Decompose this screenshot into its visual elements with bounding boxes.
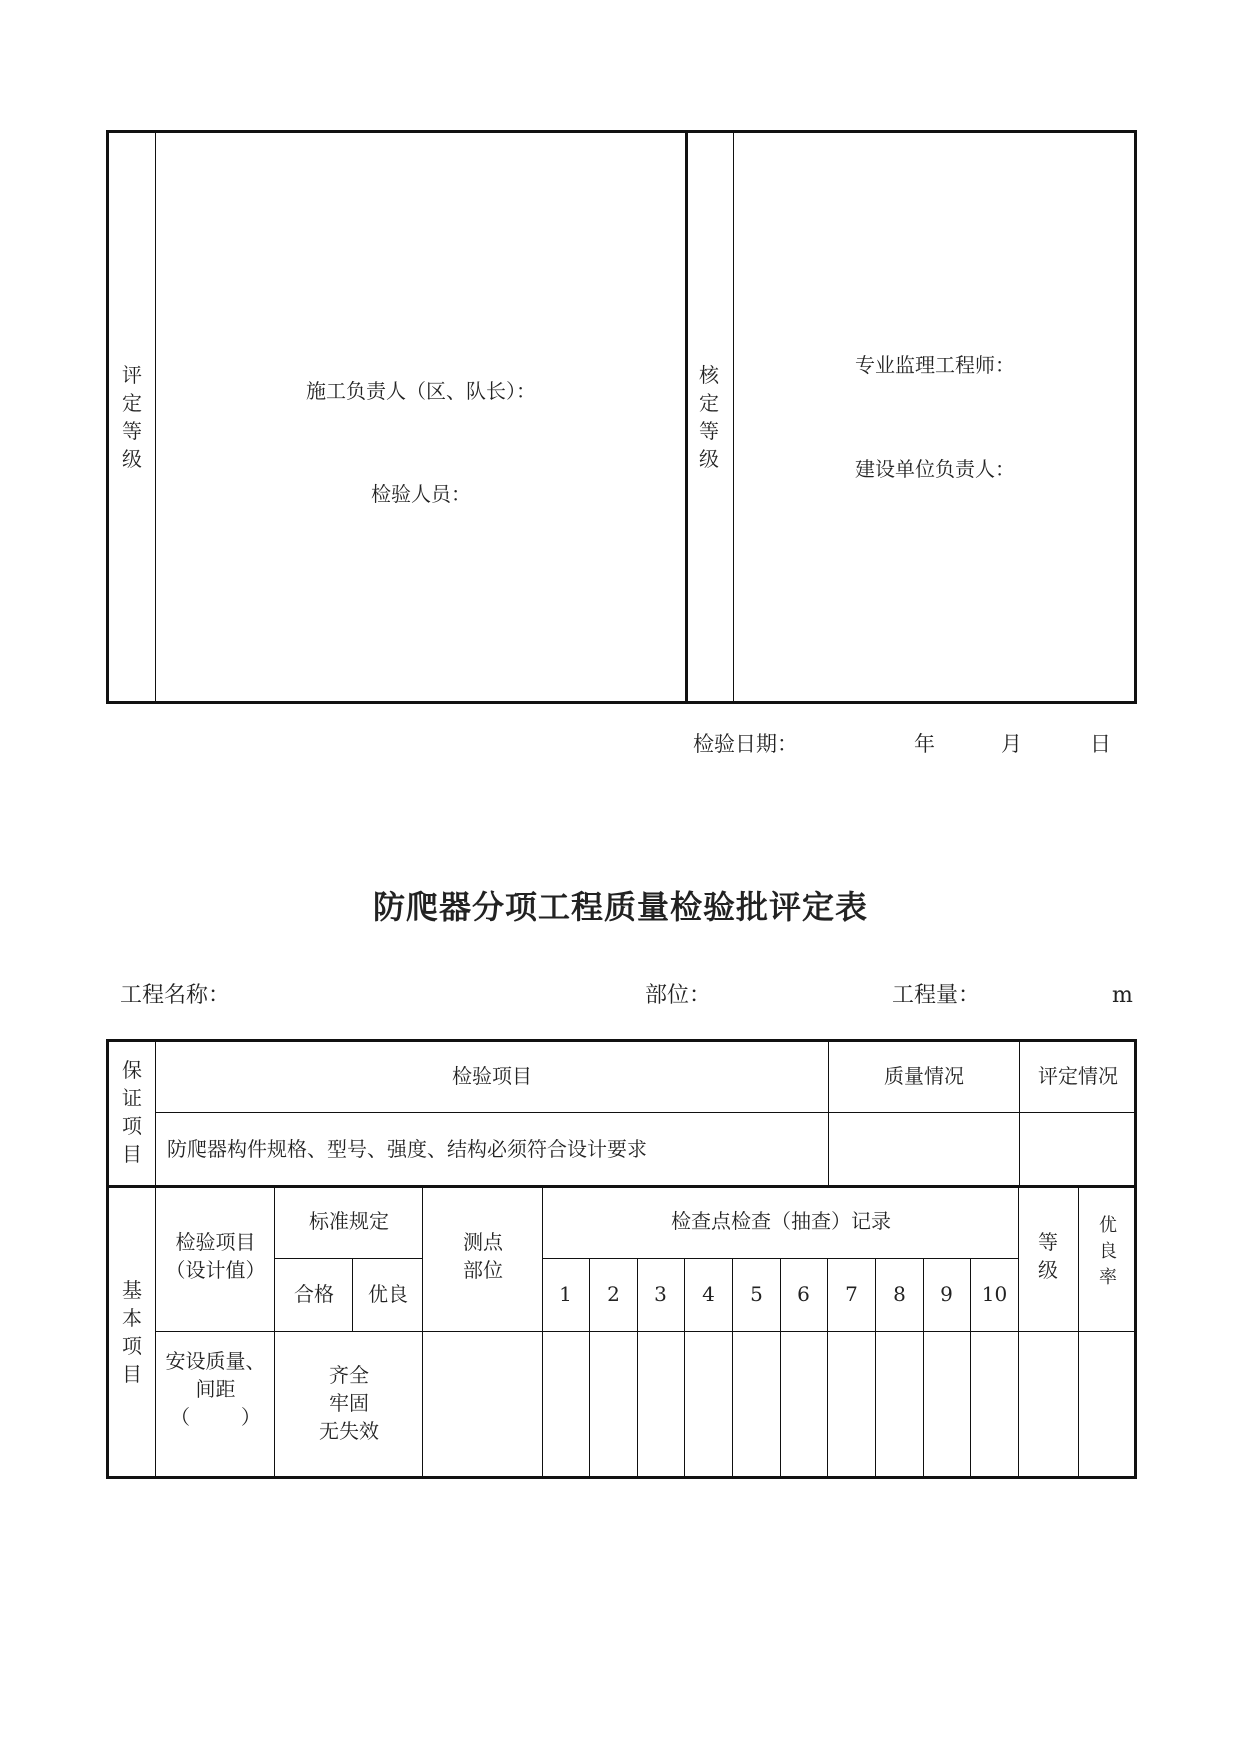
basic-grade-col bbox=[1018, 1186, 1019, 1478]
project-name-label: 工程名称： bbox=[120, 983, 231, 1008]
basic-standard-col bbox=[422, 1186, 423, 1478]
quantity-label: 工程量： bbox=[892, 983, 981, 1008]
guarantee-section-label: 保证项目 bbox=[122, 1058, 142, 1166]
point-number-4: 4 bbox=[702, 1282, 715, 1306]
point-number-10: 10 bbox=[981, 1282, 1008, 1306]
guarantee-header-eval: 评定情况 bbox=[1038, 1064, 1118, 1088]
supervision-engineer-label: 专业监理工程师： bbox=[855, 353, 1015, 377]
point-number-1: 1 bbox=[559, 1282, 572, 1306]
construction-lead-label: 施工负责人（区、队长）： bbox=[306, 379, 536, 403]
inspection-date-label: 检验日期： bbox=[693, 732, 798, 756]
evaluation-grade-label: 评定等级 bbox=[122, 363, 142, 471]
point-number-9: 9 bbox=[940, 1282, 953, 1306]
point-number-5: 5 bbox=[750, 1282, 763, 1306]
row-standard-line2: 牢固 bbox=[329, 1391, 369, 1415]
basic-header-excellent: 优良 bbox=[368, 1282, 408, 1306]
basic-item-col bbox=[274, 1186, 275, 1478]
point-number-6: 6 bbox=[797, 1282, 810, 1306]
basic-header-record: 检查点检查（抽查）记录 bbox=[671, 1209, 891, 1233]
guarantee-header-quality: 质量情况 bbox=[884, 1064, 964, 1088]
top-divider-2 bbox=[733, 131, 734, 703]
guarantee-basic-sep bbox=[107, 1185, 1136, 1188]
verified-grade-label: 核定等级 bbox=[699, 363, 719, 471]
guarantee-header-item: 检验项目 bbox=[452, 1064, 532, 1088]
quantity-unit: m bbox=[1112, 983, 1133, 1008]
basic-point-col bbox=[542, 1186, 543, 1478]
row-item-line1: 安设质量、 bbox=[165, 1349, 266, 1373]
basic-header-rate: 优良率 bbox=[1099, 1215, 1117, 1288]
inspector-label: 检验人员： bbox=[371, 482, 471, 506]
guarantee-quality-col bbox=[828, 1040, 829, 1186]
date-year: 年 bbox=[914, 732, 935, 756]
row-item-line2: 间距 bbox=[195, 1377, 236, 1401]
basic-header-point-line2: 部位 bbox=[463, 1258, 503, 1282]
guarantee-item-text: 防爬器构件规格、型号、强度、结构必须符合设计要求 bbox=[167, 1137, 647, 1161]
row-standard-line1: 齐全 bbox=[329, 1363, 369, 1387]
standard-sub-sep bbox=[274, 1258, 422, 1259]
owner-lead-label: 建设单位负责人： bbox=[855, 457, 1015, 481]
guarantee-left-col bbox=[155, 1040, 156, 1478]
top-divider-1 bbox=[155, 131, 156, 703]
top-divider-mid bbox=[685, 131, 688, 703]
row-standard-line3: 无失效 bbox=[319, 1419, 379, 1443]
basic-header-point-line1: 测点 bbox=[463, 1230, 503, 1254]
guarantee-header-sep bbox=[155, 1112, 1135, 1113]
basic-header-grade: 等级 bbox=[1038, 1230, 1058, 1282]
basic-header-data-sep bbox=[155, 1331, 1135, 1332]
basic-header-pass: 合格 bbox=[294, 1282, 334, 1306]
basic-rate-col bbox=[1078, 1186, 1079, 1478]
row-item-line3: （ ） bbox=[170, 1405, 261, 1429]
basic-header-item-line2: （设计值） bbox=[165, 1258, 266, 1282]
basic-section-label: 基本项目 bbox=[122, 1278, 142, 1386]
guarantee-eval-col bbox=[1019, 1040, 1020, 1186]
date-month: 月 bbox=[1001, 732, 1022, 756]
basic-header-item-line1: 检验项目 bbox=[175, 1230, 256, 1254]
top-evaluation-table bbox=[106, 130, 1137, 704]
location-label: 部位： bbox=[645, 983, 712, 1008]
point-number-2: 2 bbox=[607, 1282, 620, 1306]
basic-header-standard: 标准规定 bbox=[309, 1209, 389, 1233]
point-number-8: 8 bbox=[893, 1282, 906, 1306]
form-title: 防爬器分项工程质量检验批评定表 bbox=[372, 888, 868, 926]
basic-pass-excellent-col bbox=[352, 1259, 353, 1332]
point-number-7: 7 bbox=[845, 1282, 858, 1306]
point-number-3: 3 bbox=[654, 1282, 667, 1306]
date-day: 日 bbox=[1090, 732, 1111, 756]
